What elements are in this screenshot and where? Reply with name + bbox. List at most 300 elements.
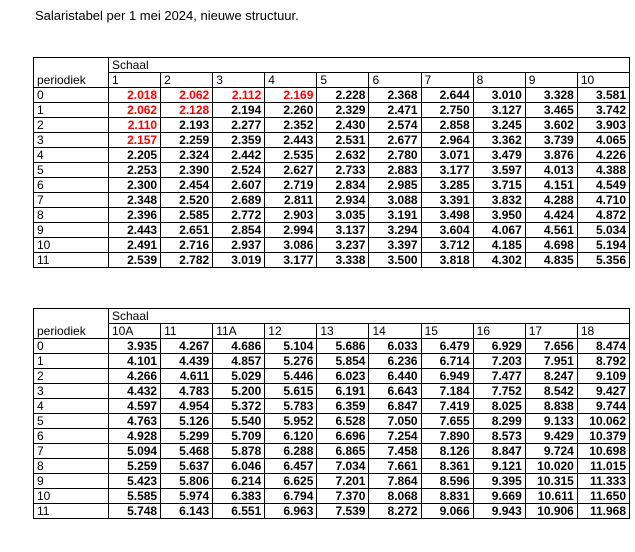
salary-value-cell: 9.109 bbox=[577, 369, 629, 384]
salary-value-cell: 2.772 bbox=[213, 208, 265, 223]
periodiek-row bbox=[34, 208, 630, 223]
salary-value-cell: 2.157 bbox=[109, 133, 161, 148]
salary-value-cell: 6.479 bbox=[421, 339, 473, 354]
salary-value-cell: 8.596 bbox=[421, 474, 473, 489]
salary-value-cell: 4.611 bbox=[161, 369, 213, 384]
periodiek-row bbox=[34, 103, 630, 118]
salary-value-cell: 2.110 bbox=[109, 118, 161, 133]
periodiek-row bbox=[34, 429, 630, 444]
salary-value-cell: 4.424 bbox=[525, 208, 577, 223]
salary-value-cell: 4.151 bbox=[525, 178, 577, 193]
salary-value-cell: 4.763 bbox=[109, 414, 161, 429]
salary-value-cell: 4.388 bbox=[577, 163, 629, 178]
salary-value-cell: 4.302 bbox=[473, 253, 525, 268]
salary-value-cell: 4.067 bbox=[473, 223, 525, 238]
salary-value-cell: 2.964 bbox=[421, 133, 473, 148]
salary-value-cell: 6.949 bbox=[421, 369, 473, 384]
salary-value-cell: 2.348 bbox=[109, 193, 161, 208]
salary-value-cell: 2.834 bbox=[317, 178, 369, 193]
salary-value-cell: 3.035 bbox=[317, 208, 369, 223]
salary-value-cell: 7.050 bbox=[369, 414, 421, 429]
salary-value-cell: 5.854 bbox=[317, 354, 369, 369]
periodiek-row-label: 7 bbox=[34, 193, 109, 208]
salary-value-cell: 7.951 bbox=[525, 354, 577, 369]
salary-value-cell: 8.272 bbox=[369, 504, 421, 519]
salary-value-cell: 9.943 bbox=[473, 504, 525, 519]
salary-value-cell: 2.811 bbox=[265, 193, 317, 208]
periodiek-row bbox=[34, 223, 630, 238]
schaal-header-row bbox=[34, 309, 630, 324]
salary-value-cell: 2.632 bbox=[317, 148, 369, 163]
salary-value-cell: 2.205 bbox=[109, 148, 161, 163]
salary-value-cell: 2.883 bbox=[369, 163, 421, 178]
salary-value-cell: 11.650 bbox=[577, 489, 629, 504]
salary-value-cell: 5.356 bbox=[577, 253, 629, 268]
salary-value-cell: 7.458 bbox=[369, 444, 421, 459]
salary-value-cell: 4.267 bbox=[161, 339, 213, 354]
salary-value-cell: 6.643 bbox=[369, 384, 421, 399]
column-header-row bbox=[34, 324, 630, 339]
salary-value-cell: 6.143 bbox=[161, 504, 213, 519]
salary-value-cell: 9.724 bbox=[525, 444, 577, 459]
salary-value-cell: 5.423 bbox=[109, 474, 161, 489]
salary-value-cell: 9.427 bbox=[577, 384, 629, 399]
salary-value-cell: 2.443 bbox=[109, 223, 161, 238]
salary-value-cell: 6.714 bbox=[421, 354, 473, 369]
salary-value-cell: 2.471 bbox=[369, 103, 421, 118]
salary-value-cell: 4.288 bbox=[525, 193, 577, 208]
salary-value-cell: 2.780 bbox=[369, 148, 421, 163]
salary-value-cell: 3.137 bbox=[317, 223, 369, 238]
salary-value-cell: 2.062 bbox=[161, 88, 213, 103]
salary-value-cell: 3.191 bbox=[369, 208, 421, 223]
salary-value-cell: 2.716 bbox=[161, 238, 213, 253]
salary-value-cell: 2.194 bbox=[213, 103, 265, 118]
schaal-column-header: 10A bbox=[109, 324, 161, 339]
salary-value-cell: 5.952 bbox=[265, 414, 317, 429]
schaal-column-header: 16 bbox=[473, 324, 525, 339]
salary-value-cell: 2.277 bbox=[213, 118, 265, 133]
salary-value-cell: 8.838 bbox=[525, 399, 577, 414]
schaal-column-header: 13 bbox=[317, 324, 369, 339]
schaal-column-header: 1 bbox=[109, 73, 161, 88]
salary-value-cell: 4.835 bbox=[525, 253, 577, 268]
salary-value-cell: 10.020 bbox=[525, 459, 577, 474]
salary-value-cell: 2.018 bbox=[109, 88, 161, 103]
salary-value-cell: 6.383 bbox=[213, 489, 265, 504]
periodiek-row-label: 9 bbox=[34, 223, 109, 238]
salary-value-cell: 2.651 bbox=[161, 223, 213, 238]
periodiek-row-label: 1 bbox=[34, 354, 109, 369]
salary-value-cell: 2.112 bbox=[213, 88, 265, 103]
periodiek-row-label: 4 bbox=[34, 148, 109, 163]
periodiek-row bbox=[34, 339, 630, 354]
salary-value-cell: 4.226 bbox=[577, 148, 629, 163]
schaal-header-label: Schaal bbox=[109, 58, 630, 73]
salary-value-cell: 8.247 bbox=[525, 369, 577, 384]
salary-value-cell: 2.491 bbox=[109, 238, 161, 253]
salary-value-cell: 7.864 bbox=[369, 474, 421, 489]
salary-value-cell: 4.432 bbox=[109, 384, 161, 399]
salary-value-cell: 3.604 bbox=[421, 223, 473, 238]
document-title: Salaristabel per 1 mei 2024, nieuwe structuur. bbox=[35, 8, 299, 23]
periodiek-row bbox=[34, 384, 630, 399]
periodiek-row-label: 11 bbox=[34, 504, 109, 519]
salary-value-cell: 5.974 bbox=[161, 489, 213, 504]
salary-value-cell: 4.686 bbox=[213, 339, 265, 354]
schaal-column-header: 18 bbox=[577, 324, 629, 339]
salary-value-cell: 7.890 bbox=[421, 429, 473, 444]
salary-value-cell: 6.046 bbox=[213, 459, 265, 474]
periodiek-row bbox=[34, 369, 630, 384]
salary-value-cell: 2.607 bbox=[213, 178, 265, 193]
salary-value-cell: 2.169 bbox=[265, 88, 317, 103]
periodiek-row bbox=[34, 118, 630, 133]
salary-value-cell: 4.783 bbox=[161, 384, 213, 399]
salary-value-cell: 11.333 bbox=[577, 474, 629, 489]
salary-value-cell: 6.963 bbox=[265, 504, 317, 519]
salary-value-cell: 5.748 bbox=[109, 504, 161, 519]
salary-value-cell: 6.440 bbox=[369, 369, 421, 384]
salary-value-cell: 4.266 bbox=[109, 369, 161, 384]
salary-value-cell: 3.237 bbox=[317, 238, 369, 253]
salary-value-cell: 6.023 bbox=[317, 369, 369, 384]
salary-value-cell: 3.328 bbox=[525, 88, 577, 103]
salary-value-cell: 3.903 bbox=[577, 118, 629, 133]
salary-value-cell: 9.066 bbox=[421, 504, 473, 519]
salary-value-cell: 5.585 bbox=[109, 489, 161, 504]
salary-value-cell: 6.551 bbox=[213, 504, 265, 519]
salary-value-cell: 3.715 bbox=[473, 178, 525, 193]
salary-value-cell: 7.254 bbox=[369, 429, 421, 444]
salary-value-cell: 6.865 bbox=[317, 444, 369, 459]
salary-value-cell: 2.253 bbox=[109, 163, 161, 178]
schaal-column-header: 11 bbox=[161, 324, 213, 339]
salary-value-cell: 2.443 bbox=[265, 133, 317, 148]
schaal-column-header: 5 bbox=[317, 73, 369, 88]
periodiek-row-label: 5 bbox=[34, 163, 109, 178]
salary-value-cell: 2.627 bbox=[265, 163, 317, 178]
salary-value-cell: 9.429 bbox=[525, 429, 577, 444]
salary-value-cell: 3.362 bbox=[473, 133, 525, 148]
salary-value-cell: 4.954 bbox=[161, 399, 213, 414]
periodiek-row bbox=[34, 88, 630, 103]
salary-value-cell: 5.878 bbox=[213, 444, 265, 459]
salary-value-cell: 3.245 bbox=[473, 118, 525, 133]
salary-value-cell: 8.299 bbox=[473, 414, 525, 429]
salary-value-cell: 3.498 bbox=[421, 208, 473, 223]
salary-value-cell: 3.876 bbox=[525, 148, 577, 163]
salary-value-cell: 8.474 bbox=[577, 339, 629, 354]
salary-value-cell: 7.201 bbox=[317, 474, 369, 489]
salary-value-cell: 3.597 bbox=[473, 163, 525, 178]
salary-value-cell: 5.034 bbox=[577, 223, 629, 238]
periodiek-row bbox=[34, 253, 630, 268]
salary-value-cell: 4.549 bbox=[577, 178, 629, 193]
salary-value-cell: 3.177 bbox=[421, 163, 473, 178]
salary-value-cell: 3.581 bbox=[577, 88, 629, 103]
salary-value-cell: 3.086 bbox=[265, 238, 317, 253]
periodiek-row-label: 2 bbox=[34, 369, 109, 384]
salary-value-cell: 10.698 bbox=[577, 444, 629, 459]
salary-value-cell: 7.370 bbox=[317, 489, 369, 504]
salary-value-cell: 2.750 bbox=[421, 103, 473, 118]
salary-value-cell: 4.439 bbox=[161, 354, 213, 369]
salary-value-cell: 2.442 bbox=[213, 148, 265, 163]
periodiek-row-label: 3 bbox=[34, 384, 109, 399]
salary-value-cell: 5.194 bbox=[577, 238, 629, 253]
salary-value-cell: 3.950 bbox=[473, 208, 525, 223]
salary-value-cell: 5.276 bbox=[265, 354, 317, 369]
periodiek-row bbox=[34, 399, 630, 414]
periodiek-row-label: 0 bbox=[34, 88, 109, 103]
periodiek-row-label: 8 bbox=[34, 208, 109, 223]
salary-value-cell: 6.847 bbox=[369, 399, 421, 414]
salary-value-cell: 7.655 bbox=[421, 414, 473, 429]
salary-value-cell: 2.390 bbox=[161, 163, 213, 178]
salary-value-cell: 5.126 bbox=[161, 414, 213, 429]
salary-value-cell: 3.391 bbox=[421, 193, 473, 208]
salary-value-cell: 2.128 bbox=[161, 103, 213, 118]
salary-value-cell: 6.625 bbox=[265, 474, 317, 489]
salary-value-cell: 6.191 bbox=[317, 384, 369, 399]
salary-value-cell: 9.121 bbox=[473, 459, 525, 474]
schaal-column-header: 6 bbox=[369, 73, 421, 88]
salary-value-cell: 9.133 bbox=[525, 414, 577, 429]
salary-value-cell: 3.832 bbox=[473, 193, 525, 208]
periodiek-row-label: 7 bbox=[34, 444, 109, 459]
salary-value-cell: 2.934 bbox=[317, 193, 369, 208]
salary-value-cell: 6.288 bbox=[265, 444, 317, 459]
salary-value-cell: 8.542 bbox=[525, 384, 577, 399]
salary-value-cell: 2.937 bbox=[213, 238, 265, 253]
periodiek-row-label: 10 bbox=[34, 238, 109, 253]
salary-value-cell: 6.120 bbox=[265, 429, 317, 444]
periodiek-row-label: 5 bbox=[34, 414, 109, 429]
schaal-column-header: 2 bbox=[161, 73, 213, 88]
salary-value-cell: 7.184 bbox=[421, 384, 473, 399]
salary-value-cell: 2.260 bbox=[265, 103, 317, 118]
salary-value-cell: 8.573 bbox=[473, 429, 525, 444]
salary-value-cell: 6.359 bbox=[317, 399, 369, 414]
salary-value-cell: 3.739 bbox=[525, 133, 577, 148]
salary-value-cell: 2.368 bbox=[369, 88, 421, 103]
salary-value-cell: 2.454 bbox=[161, 178, 213, 193]
salary-value-cell: 2.300 bbox=[109, 178, 161, 193]
salary-value-cell: 7.034 bbox=[317, 459, 369, 474]
salary-value-cell: 6.528 bbox=[317, 414, 369, 429]
salary-value-cell: 3.127 bbox=[473, 103, 525, 118]
salary-value-cell: 7.752 bbox=[473, 384, 525, 399]
salary-value-cell: 2.574 bbox=[369, 118, 421, 133]
salary-value-cell: 7.539 bbox=[317, 504, 369, 519]
salary-value-cell: 3.712 bbox=[421, 238, 473, 253]
periodiek-row bbox=[34, 163, 630, 178]
salary-value-cell: 3.177 bbox=[265, 253, 317, 268]
salary-value-cell: 8.847 bbox=[473, 444, 525, 459]
salary-value-cell: 6.214 bbox=[213, 474, 265, 489]
salary-value-cell: 2.329 bbox=[317, 103, 369, 118]
schaal-column-header: 9 bbox=[525, 73, 577, 88]
salary-value-cell: 10.379 bbox=[577, 429, 629, 444]
salary-value-cell: 5.104 bbox=[265, 339, 317, 354]
salary-value-cell: 3.397 bbox=[369, 238, 421, 253]
salary-value-cell: 11.968 bbox=[577, 504, 629, 519]
salary-value-cell: 8.831 bbox=[421, 489, 473, 504]
salary-value-cell: 3.935 bbox=[109, 339, 161, 354]
salary-value-cell: 2.359 bbox=[213, 133, 265, 148]
periodiek-row-label: 1 bbox=[34, 103, 109, 118]
salary-value-cell: 5.783 bbox=[265, 399, 317, 414]
salary-value-cell: 3.285 bbox=[421, 178, 473, 193]
salary-value-cell: 2.994 bbox=[265, 223, 317, 238]
salary-value-cell: 6.696 bbox=[317, 429, 369, 444]
column-header-row bbox=[34, 73, 630, 88]
salary-value-cell: 2.324 bbox=[161, 148, 213, 163]
salary-value-cell: 2.228 bbox=[317, 88, 369, 103]
salary-value-cell: 9.395 bbox=[473, 474, 525, 489]
periodiek-row bbox=[34, 474, 630, 489]
schaal-column-header: 15 bbox=[421, 324, 473, 339]
periodiek-row-label: 10 bbox=[34, 489, 109, 504]
salary-table-body bbox=[34, 88, 630, 268]
schaal-header-row bbox=[34, 58, 630, 73]
periodiek-row bbox=[34, 148, 630, 163]
salary-value-cell: 4.928 bbox=[109, 429, 161, 444]
salary-value-cell: 3.479 bbox=[473, 148, 525, 163]
salary-value-cell: 2.854 bbox=[213, 223, 265, 238]
schaal-column-header: 3 bbox=[213, 73, 265, 88]
salary-value-cell: 2.352 bbox=[265, 118, 317, 133]
salary-table-schaal-1-10 bbox=[33, 57, 630, 268]
salary-value-cell: 5.259 bbox=[109, 459, 161, 474]
salary-value-cell: 3.338 bbox=[317, 253, 369, 268]
salary-value-cell: 3.500 bbox=[369, 253, 421, 268]
schaal-column-header: 11A bbox=[213, 324, 265, 339]
salary-value-cell: 3.818 bbox=[421, 253, 473, 268]
periodiek-header-label: periodiek bbox=[34, 58, 109, 88]
salary-value-cell: 2.719 bbox=[265, 178, 317, 193]
salary-value-cell: 7.661 bbox=[369, 459, 421, 474]
salary-value-cell: 8.792 bbox=[577, 354, 629, 369]
salary-value-cell: 2.782 bbox=[161, 253, 213, 268]
salary-value-cell: 2.524 bbox=[213, 163, 265, 178]
periodiek-row bbox=[34, 133, 630, 148]
schaal-column-header: 14 bbox=[369, 324, 421, 339]
schaal-column-header: 17 bbox=[525, 324, 577, 339]
salary-value-cell: 5.540 bbox=[213, 414, 265, 429]
salary-value-cell: 4.710 bbox=[577, 193, 629, 208]
salary-value-cell: 3.010 bbox=[473, 88, 525, 103]
salary-value-cell: 2.396 bbox=[109, 208, 161, 223]
periodiek-row bbox=[34, 459, 630, 474]
salary-value-cell: 5.200 bbox=[213, 384, 265, 399]
salary-value-cell: 6.033 bbox=[369, 339, 421, 354]
salary-value-cell: 4.561 bbox=[525, 223, 577, 238]
salary-value-cell: 5.446 bbox=[265, 369, 317, 384]
periodiek-row bbox=[34, 238, 630, 253]
salary-value-cell: 2.733 bbox=[317, 163, 369, 178]
salary-value-cell: 2.259 bbox=[161, 133, 213, 148]
salary-value-cell: 4.101 bbox=[109, 354, 161, 369]
periodiek-row-label: 8 bbox=[34, 459, 109, 474]
periodiek-row-label: 9 bbox=[34, 474, 109, 489]
salary-value-cell: 9.669 bbox=[473, 489, 525, 504]
periodiek-row-label: 6 bbox=[34, 178, 109, 193]
schaal-column-header: 12 bbox=[265, 324, 317, 339]
salary-value-cell: 2.644 bbox=[421, 88, 473, 103]
periodiek-row bbox=[34, 178, 630, 193]
salary-value-cell: 5.709 bbox=[213, 429, 265, 444]
salary-value-cell: 4.857 bbox=[213, 354, 265, 369]
periodiek-row bbox=[34, 414, 630, 429]
schaal-column-header: 10 bbox=[577, 73, 629, 88]
salary-value-cell: 7.656 bbox=[525, 339, 577, 354]
salary-value-cell: 5.299 bbox=[161, 429, 213, 444]
salary-value-cell: 7.203 bbox=[473, 354, 525, 369]
salary-value-cell: 7.419 bbox=[421, 399, 473, 414]
schaal-column-header: 4 bbox=[265, 73, 317, 88]
salary-value-cell: 5.372 bbox=[213, 399, 265, 414]
periodiek-row bbox=[34, 354, 630, 369]
salary-value-cell: 10.315 bbox=[525, 474, 577, 489]
salary-value-cell: 2.520 bbox=[161, 193, 213, 208]
schaal-header-label: Schaal bbox=[109, 309, 630, 324]
salary-table-schaal-10a-18 bbox=[33, 308, 630, 519]
salary-value-cell: 4.698 bbox=[525, 238, 577, 253]
salary-value-cell: 8.025 bbox=[473, 399, 525, 414]
salary-value-cell: 2.539 bbox=[109, 253, 161, 268]
schaal-column-header: 7 bbox=[421, 73, 473, 88]
salary-value-cell: 5.029 bbox=[213, 369, 265, 384]
salary-value-cell: 2.585 bbox=[161, 208, 213, 223]
salary-value-cell: 6.236 bbox=[369, 354, 421, 369]
salary-value-cell: 5.468 bbox=[161, 444, 213, 459]
salary-value-cell: 2.430 bbox=[317, 118, 369, 133]
salary-value-cell: 3.071 bbox=[421, 148, 473, 163]
salary-value-cell: 4.013 bbox=[525, 163, 577, 178]
salary-value-cell: 6.794 bbox=[265, 489, 317, 504]
salary-value-cell: 2.193 bbox=[161, 118, 213, 133]
salary-value-cell: 2.062 bbox=[109, 103, 161, 118]
salary-value-cell: 10.611 bbox=[525, 489, 577, 504]
salary-value-cell: 4.065 bbox=[577, 133, 629, 148]
salary-value-cell: 4.597 bbox=[109, 399, 161, 414]
salary-value-cell: 3.294 bbox=[369, 223, 421, 238]
salary-value-cell: 8.068 bbox=[369, 489, 421, 504]
salary-value-cell: 5.094 bbox=[109, 444, 161, 459]
salary-value-cell: 9.744 bbox=[577, 399, 629, 414]
salary-value-cell: 2.985 bbox=[369, 178, 421, 193]
salary-value-cell: 3.602 bbox=[525, 118, 577, 133]
salary-value-cell: 10.906 bbox=[525, 504, 577, 519]
salary-value-cell: 7.477 bbox=[473, 369, 525, 384]
salary-value-cell: 10.062 bbox=[577, 414, 629, 429]
salary-value-cell: 3.019 bbox=[213, 253, 265, 268]
salary-value-cell: 6.929 bbox=[473, 339, 525, 354]
salary-value-cell: 3.465 bbox=[525, 103, 577, 118]
periodiek-row bbox=[34, 193, 630, 208]
schaal-column-header: 8 bbox=[473, 73, 525, 88]
salary-value-cell: 11.015 bbox=[577, 459, 629, 474]
salary-value-cell: 2.677 bbox=[369, 133, 421, 148]
salary-value-cell: 3.742 bbox=[577, 103, 629, 118]
periodiek-header-label: periodiek bbox=[34, 309, 109, 339]
periodiek-row bbox=[34, 504, 630, 519]
salary-value-cell: 5.686 bbox=[317, 339, 369, 354]
salary-table-body bbox=[34, 339, 630, 519]
salary-value-cell: 5.637 bbox=[161, 459, 213, 474]
